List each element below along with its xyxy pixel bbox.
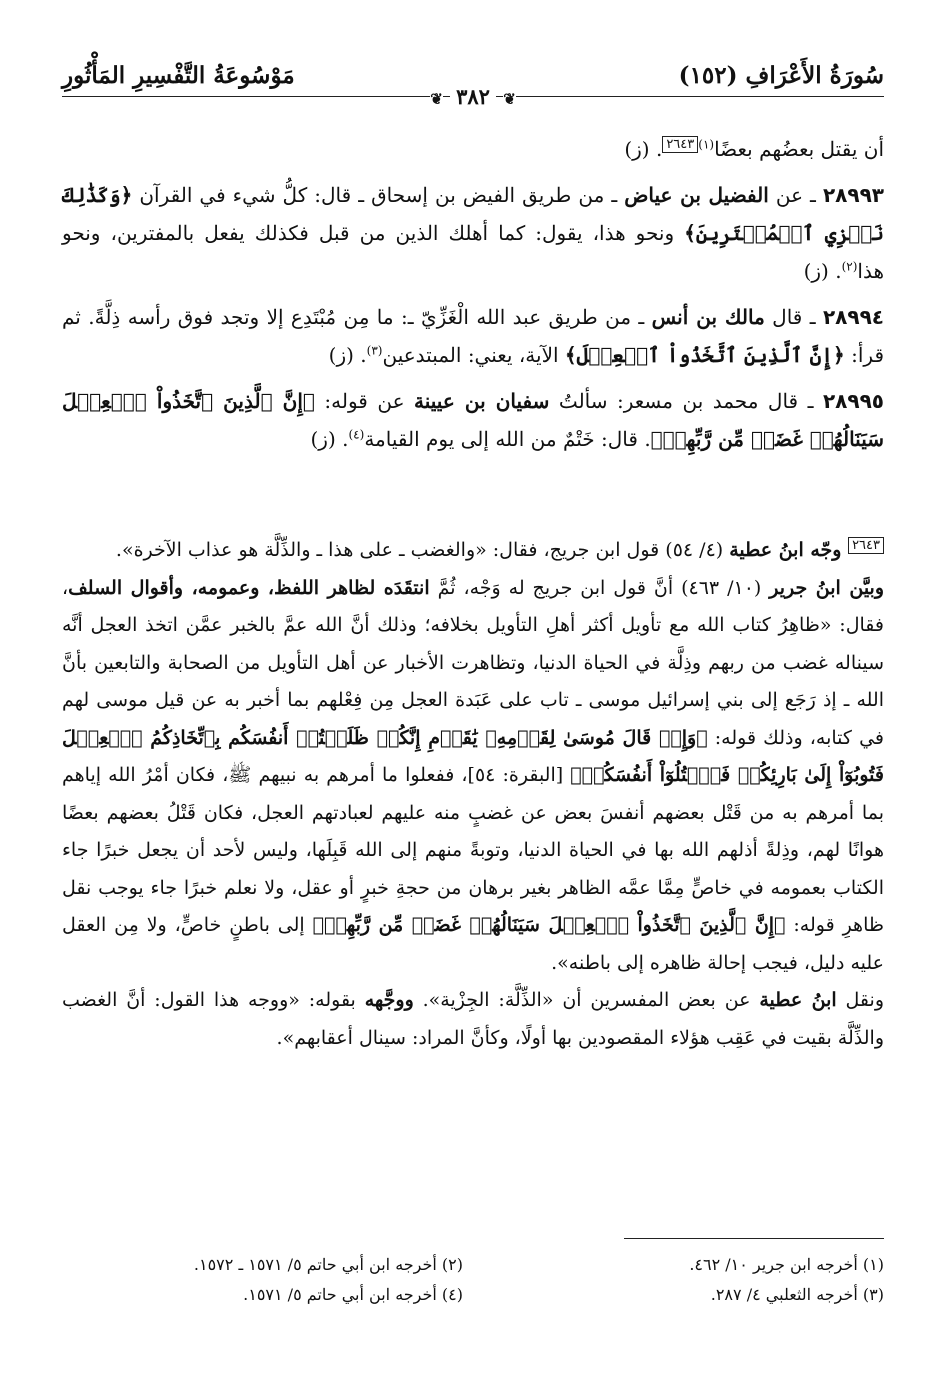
athar-28995: ٢٨٩٩٥ ـ قال محمد بن مسعر: سألتُ سفيان بن عيينة عن قوله: ﴿إِنَّ ٱلَّذِينَ ٱتَّخَذُواْ ٱلۡعِجۡلَ سَيَنَالُهُمۡ غَضَبٞ مِّن رَّبِّهِمۡ﴾. قال: خَتْمٌ من الله إلى يوم القيامة$^{(٤)}$. (ز) [62, 389, 884, 451]
footnote-marker: (٣) [366, 343, 383, 358]
athar-number: ٢٨٩٩٣ [822, 183, 884, 207]
footnotes [62, 1250, 884, 1310]
quran-quote: ﴿إِنَّ ٱلَّذِينَ ٱتَّخَذُواْ ٱلۡعِجۡلَ سَيَنَالُهُمۡ غَضَبٞ مِّن رَّبِّهِمۡ﴾ [312, 914, 786, 936]
commentary-ibn-jarir: وبيَّن ابنُ جرير (١٠/ ٤٦٣) أنَّ قول ابن جريج له وَجْه، ثُمَّ انتقَدَه لظاهر اللفظ، وعمومه، وأقوال السلف، فقال: «ظاهِرُ كتاب الله مع تأويل أكثر أهلِ التأويل بخلافه؛ وذلك أنَّ الله عمَّ بالخبر عمَّن اتخذ العجل أنَّه سيناله غضب من ربهم وذِلَّة في الحياة الدنيا، وتظاهرت الأخبار عن أهل التأويل من الصحابة والتابعين بأنَّ الله ـ إذ رَجَع إلى بني إسرائيل موسى ـ تاب على عَبَدة العجل مِن فِعْلهم بما أخبر به عن قيل موسى لهم في كتابه، وذلك قوله: ﴿وَإِذۡ قَالَ مُوسَىٰ لِقَوۡمِهِۦ يَٰقَوۡمِ إِنَّكُمۡ ظَلَمۡتُمۡ أَنفُسَكُم بِٱتِّخَاذِكُمُ ٱلۡعِجۡلَ فَتُوبُوٓاْ إِلَىٰ بَارِئِكُمۡ فَٱقۡتُلُوٓاْ أَنفُسَكُمۡ﴾ [البقرة: ٥٤]، ففعلوا ما أمرهم به نبيهم ﷺ، فكان أمْرُ الله إياهم بما أمرهم به من قَتْل بعضهم أنفسَ بعض عن غضبٍ منه عليهم لعبادتهم العجل، فكان قَتْلُ بعضهم بعضًا هوانًا لهم، وذِلةً أذلهم الله بها في الحياة الدنيا، وتوبةً منهم إلى الله قَبِلَها، وليس لأحد أن يجعل خبرًا جاء الكتاب بعمومه في خاصٍّ مِمَّا عمَّه الظاهر بغير برهان من حجةِ خبرٍ أو عقل، ولا نعلم خبرًا جاء يوجب نقل ظاهرِ قوله: ﴿إِنَّ ٱلَّذِينَ ٱتَّخَذُواْ ٱلۡعِجۡلَ سَيَنَالُهُمۡ غَضَبٞ مِّن رَّبِّهِمۡ﴾ إلى باطنٍ خاصٍّ، ولا مِن العقل عليه دليل، فيجب إحالة ظاهره إلى باطنه». [62, 576, 885, 974]
commentary-ref: ٢٦٤٣ [662, 136, 698, 153]
main-text [62, 130, 884, 466]
athar-number: ٢٨٩٩٤ [822, 305, 885, 329]
page-number: ٣٨٢ [450, 84, 496, 109]
athar-number: ٢٨٩٩٥ [822, 389, 884, 413]
page-header [62, 60, 884, 109]
ornament-icon: ❦ [430, 90, 443, 108]
book-title: مَوْسُوعَةُ التَّفْسِيرِ المَأْثُورِ [62, 62, 295, 89]
surah-title: سُورَةُ الأَعْرَافِ (١٥٢) [678, 62, 884, 89]
footnote-2: (٢) أخرجه ابن أبي حاتم ٥/ ١٥٧١ ـ ١٥٧٢. [193, 1255, 463, 1274]
footnote-3: (٣) أخرجه الثعلبي ٤/ ٢٨٧. [710, 1285, 884, 1304]
commentary-ref: ٢٦٤٣ [848, 537, 884, 554]
commentary [62, 532, 884, 1057]
commentary-label: وبيَّن ابنُ جرير [769, 576, 885, 599]
narrator-name: الفضيل بن عياض [624, 183, 769, 207]
commentary-jizya: ونقل ابنُ عطية عن بعض المفسرين أن «الذِّلَّة: الجِزْية». ووجَّهه بقوله: «ووجه هذا القول: أنَّ الغضب والذِّلَّة بقيت في عَقِب هؤلاء المقصودين بها أولًا، وكأنَّ المراد: سينال أعقابهم». [62, 989, 884, 1049]
narrator-name: مالك بن أنس [651, 305, 765, 329]
footnote-rule [624, 1238, 884, 1239]
paragraph-continuation: أن يقتل بعضُهم بعضًا$^{(١)٢٦٤٣}$. (ز) [624, 137, 884, 161]
quran-quote: ﴿إِنَّ ٱلَّذِينَ ٱتَّخَذُواْ ٱلۡعِجۡلَ سَيَنَالُهُمۡ غَضَبٞ مِّن رَّبِّهِمۡ﴾ [62, 389, 884, 451]
quran-quote: ﴿إِنَّ ٱلَّذِينَ ٱتَّخَذُواْ ٱلۡعِجۡلَ﴾ [564, 343, 845, 367]
quran-quote: ﴿وَإِذۡ قَالَ مُوسَىٰ لِقَوۡمِهِۦ يَٰقَوۡمِ إِنَّكُمۡ ظَلَمۡتُمۡ أَنفُسَكُم بِٱتِّخَاذِكُمُ ٱلۡعِجۡلَ فَتُوبُوٓاْ إِلَىٰ بَارِئِكُمۡ فَٱقۡتُلُوٓاْ أَنفُسَكُمۡ﴾ [62, 726, 884, 786]
footnote-marker: (٤) [348, 427, 365, 442]
footnote-marker: (٢) [841, 259, 858, 274]
page-number-wrap [62, 84, 884, 109]
athar-28993: ٢٨٩٩٣ ـ عن الفضيل بن عياض ـ من طريق الفيض بن إسحاق ـ قال: كلُّ شيء في القرآن ﴿وَكَذَٰلِكَ نَجۡزِي ٱلۡمُفۡتَرِينَ﴾ ونحو هذا، يقول: كما أهلك الذين من قبل فكذلك يفعل بالمفترين، ونحو هذا$^{(٢)}$. (ز) [62, 183, 884, 283]
narrator-name: سفيان بن عيينة [414, 389, 550, 413]
commentary-ibn-atiyya: $^{٢٦٤٣}$ وجّه ابنُ عطية (٤/ ٥٤) قول ابن جريج، فقال: «والغضب ـ على هذا ـ والذِّلَّة هو عذاب الآخرة». [62, 532, 884, 570]
athar-28994: ٢٨٩٩٤ ـ قال مالك بن أنس ـ من طريق عبد الله الْغَزِّيّ ـ: ما مِن مُبْتَدِع إلا وتجد فوق رأسه ذِلَّةً. ثم قرأ: ﴿إِنَّ ٱلَّذِينَ ٱتَّخَذُواْ ٱلۡعِجۡلَ﴾ الآية، يعني: المبتدعين$^{(٣)}$. (ز) [62, 305, 885, 367]
commentary-label: وجّه ابنُ عطية [729, 539, 849, 561]
commentary-label: ابنُ عطية [759, 989, 837, 1011]
footnote-1: (١) أخرجه ابن جرير ١٠/ ٤٦٢. [689, 1255, 884, 1274]
quran-quote: ﴿وَكَذَٰلِكَ نَجۡزِي ٱلۡمُفۡتَرِينَ﴾ [62, 183, 884, 245]
footnote-4: (٤) أخرجه ابن أبي حاتم ٥/ ١٥٧١. [243, 1285, 463, 1304]
footnote-marker: (١) [698, 137, 715, 152]
ornament-icon: ❦ [503, 90, 516, 108]
